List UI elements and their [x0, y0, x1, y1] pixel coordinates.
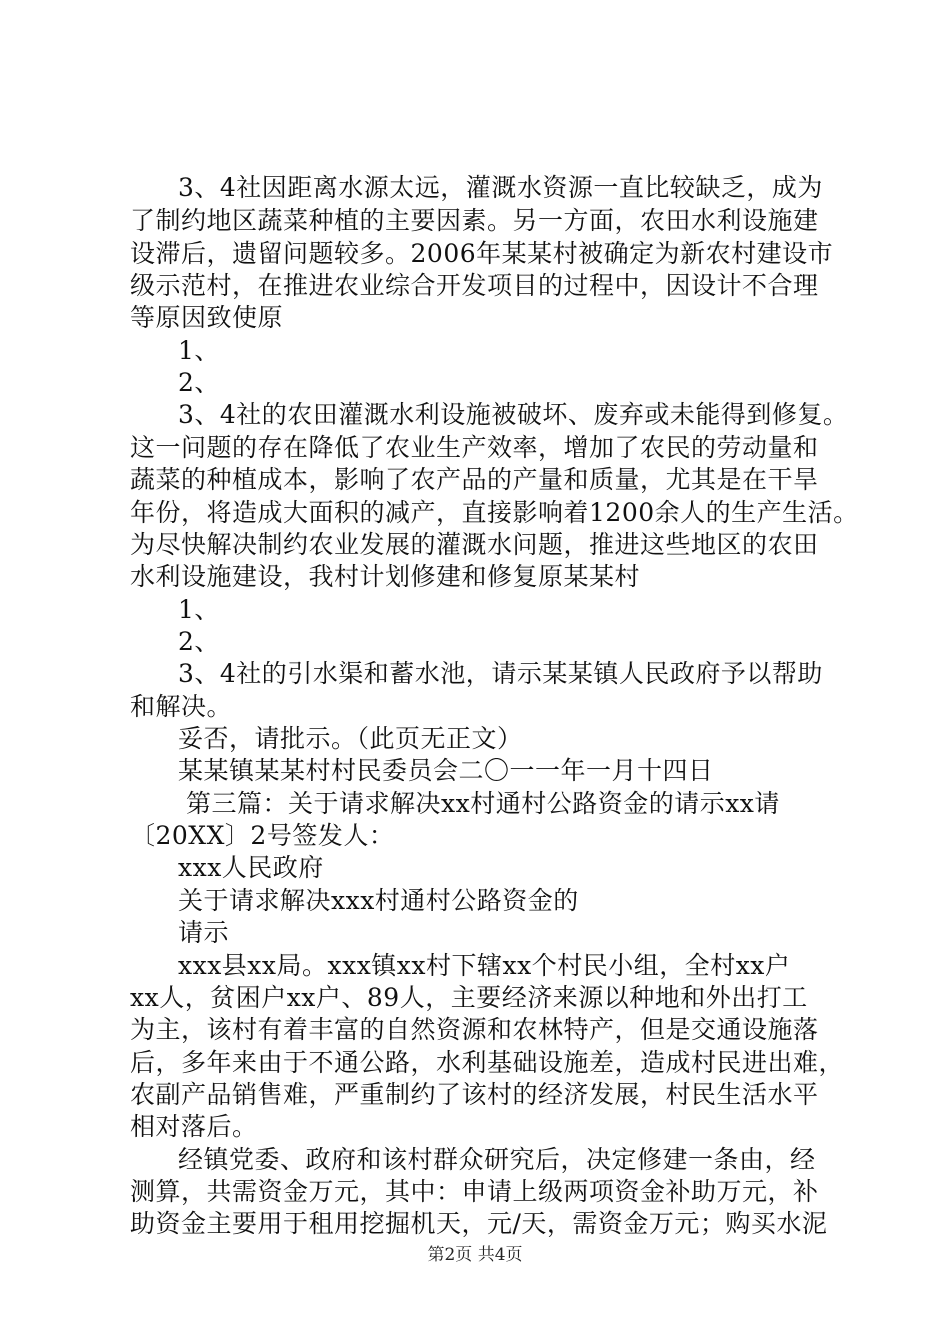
- document-number-line: 〔20XX〕2号签发人：: [130, 821, 395, 850]
- body-text-line: 相对落后。: [130, 1112, 258, 1141]
- request-title-line: 关于请求解决xxx村通村公路资金的: [178, 886, 579, 915]
- body-text-line: 为主，该村有着丰富的自然资源和农林特产，但是交通设施落: [130, 1015, 819, 1044]
- signature-line: 某某镇某某村村民委员会二〇一一年一月十四日: [178, 756, 714, 785]
- body-text-line: 蔬菜的种植成本，影响了农产品的产量和质量，尤其是在干旱: [130, 465, 819, 494]
- list-marker-line: 2、: [178, 627, 220, 656]
- list-marker-line: 2、: [178, 368, 220, 397]
- body-text-line: 3、4社的引水渠和蓄水池，请示某某镇人民政府予以帮助: [178, 659, 823, 688]
- closing-text-line: 妥否，请批示。（此页无正文）: [178, 724, 523, 753]
- body-text-line: 年份，将造成大面积的减产，直接影响着1200余人的生产生活。: [130, 498, 859, 527]
- body-text-line: 经镇党委、政府和该村群众研究后，决定修建一条由，经: [178, 1145, 816, 1174]
- list-marker-line: 1、: [178, 595, 220, 624]
- body-text-line: 后，多年来由于不通公路，水利基础设施差，造成村民进出难，: [130, 1048, 845, 1077]
- body-text-line: 设滞后，遗留问题较多。2006年某某村被确定为新农村建设市: [130, 239, 834, 268]
- body-text-line: 助资金主要用于租用挖掘机天，元/天，需资金万元；购买水泥: [130, 1209, 828, 1238]
- list-marker-line: 1、: [178, 336, 220, 365]
- body-text-line: 3、4社因距离水源太远，灌溉水资源一直比较缺乏，成为: [178, 173, 823, 202]
- body-text-line: 为尽快解决制约农业发展的灌溉水问题，推进这些地区的农田: [130, 530, 819, 559]
- body-text-line: 水利设施建设，我村计划修建和修复原某某村: [130, 562, 641, 591]
- body-text-line: 和解决。: [130, 692, 233, 721]
- issuer-line: xxx人民政府: [178, 853, 324, 882]
- body-text-line: xx人，贫困户xx户、89人，主要经济来源以种地和外出打工: [130, 983, 808, 1012]
- body-text-line: xxx县xx局。xxx镇xx村下辖xx个村民小组，全村xx户: [178, 951, 791, 980]
- body-text-line: 级示范村，在推进农业综合开发项目的过程中，因设计不合理: [130, 271, 819, 300]
- body-text-line: 等原因致使原: [130, 303, 284, 332]
- page-number-footer: 第2页 共4页: [427, 1245, 523, 1265]
- body-text-line: 农副产品销售难，严重制约了该村的经济发展，村民生活水平: [130, 1080, 819, 1109]
- request-title-line: 请示: [178, 918, 230, 947]
- body-text-line: 3、4社的农田灌溉水利设施被破坏、废弃或未能得到修复。: [178, 400, 849, 429]
- body-text-line: 测算，共需资金万元，其中：申请上级两项资金补助万元，补: [130, 1177, 819, 1206]
- body-text-line: 这一问题的存在降低了农业生产效率，增加了农民的劳动量和: [130, 433, 819, 462]
- body-text-line: 了制约地区蔬菜种植的主要因素。另一方面，农田水利设施建: [130, 206, 819, 235]
- section-heading-line: 第三篇：关于请求解决xx村通村公路资金的请示xx请: [186, 789, 780, 818]
